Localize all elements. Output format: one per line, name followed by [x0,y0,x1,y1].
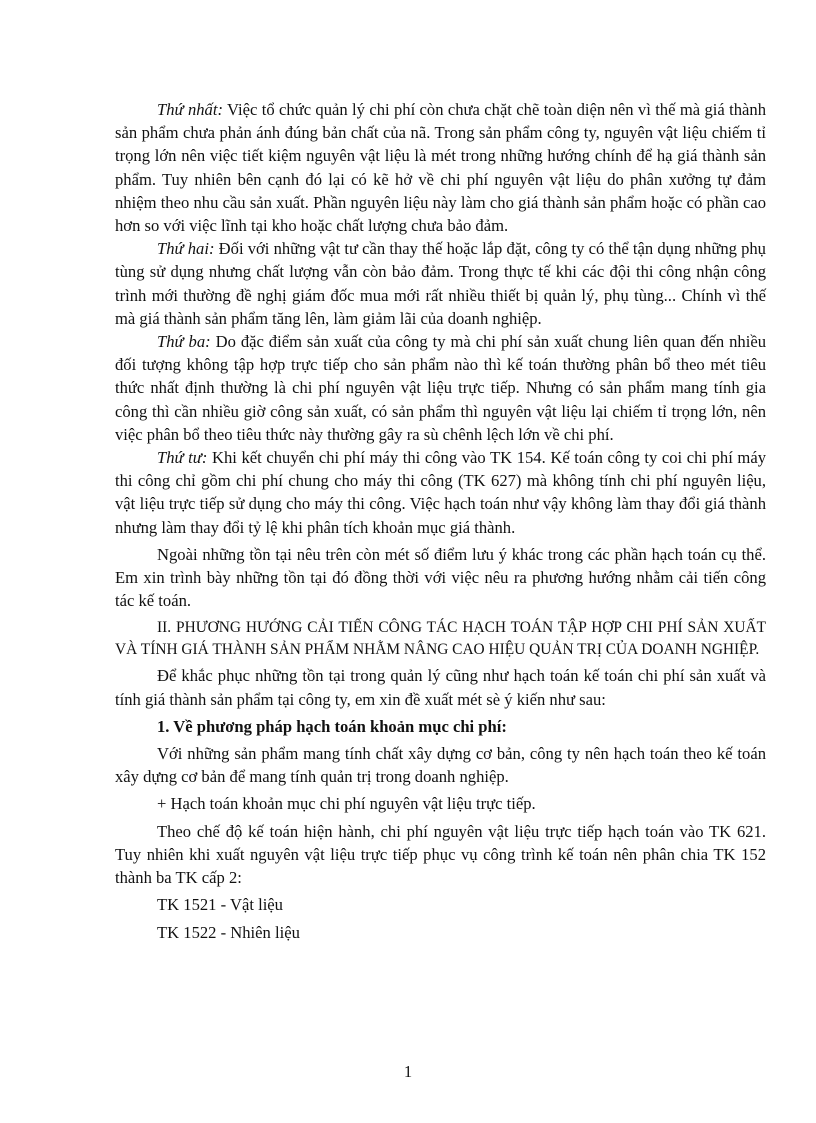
paragraph-thu-tu [115,446,766,539]
page-number: 1 [403,1062,413,1081]
paragraph-lead: Thứ ba: [157,332,211,352]
account-line-1521: TK 1521 - Vật liệu [157,895,283,915]
paragraph-lead: Thứ hai: [157,239,215,259]
paragraph-voi-nhung: Với những sản phẩm mang tính chất xây dựng cơ bản, công ty nên hạch toán theo kế toán xây dựng cơ bản để mang tính quản trị trong doanh nghiệp. [115,744,766,787]
paragraph-lead: Thứ nhất: [157,100,223,119]
paragraph-ngoai-nhung: Ngoài những tồn tại nêu trên còn mét số điểm lưu ý khác trong các phần hạch toán cụ thể. Em xin trình bày những tồn tại đó đồng thời với việc nêu ra phương hướng nhằm cải tiến công tác kế toán. [115,544,766,611]
subheading-phuong-phap: 1. Về phương pháp hạch toán khoản mục chi phí: [157,716,507,736]
paragraph-body: Việc tổ chức quản lý chi phí còn chưa chặt chẽ toàn diện nên vì thế mà giá thành sản phẩm chưa phản ánh đúng bản chất của nã. Trong sản phẩm công ty, nguyên vật liệu chiếm tỉ trọng lớn nên việc tiết kiệm nguyên vật liệu là mét trong những hướng chính để hạ giá thành sản phẩm. Tuy nhiên bên cạnh đó lại có kẽ hở về chi phí nguyên vật liệu do phân xưởng tự đảm nhiệm theo nhu cầu sản xuất. Phần nguyên liệu này làm cho giá thành sản phẩm hoặc có phần cao hơn so với việc lĩnh tại kho hoặc chất lượng chưa bảo đảm. [115,100,766,236]
paragraph-thu-ba [115,330,766,446]
account-line-1522: TK 1522 - Nhiên liệu [157,922,300,942]
paragraph-thu-nhat [115,98,766,237]
paragraph-body: Do đặc điểm sản xuất của công ty mà chi phí sản xuất chung liên quan đến nhiều đối tượng không tập hợp trực tiếp cho sản phẩm nào thì kế toán thường phân bổ theo mét tiêu thức nhất định thường là chi phí nguyên vật liệu trực tiếp. Nhưng có sản phẩm mang tính gia công thì cần nhiều giờ công sản xuất, có sản phẩm thì nguyên vật liệu lại chiếm tỉ trọng lớn, nên việc phân bổ theo tiêu thức này thường gây ra sù chênh lệch lớn về chi phí. [115,332,766,444]
paragraph-thu-hai [115,237,766,330]
paragraph-lead: Thứ tư: [157,448,208,468]
section-heading-ii: II. PHƯƠNG HƯỚNG CẢI TIẾN CÔNG TÁC HẠCH TOÁN TẬP HỢP CHI PHÍ SẢN XUẤT VÀ TÍNH GIÁ THÀNH SẢN PHẨM NHẰM NÂNG CAO HIỆU QUẢN TRỊ CỦA DOANH NGHIỆP. [115,619,766,658]
paragraph-de-khac-phuc: Để khắc phục những tồn tại trong quản lý cũng như hạch toán kế toán chi phí sản xuất và tính giá thành sản phẩm tại công ty, em xin đề xuất mét sè ý kiến như sau: [115,666,766,709]
paragraph-body: Khi kết chuyển chi phí máy thi công vào TK 154. Kế toán công ty coi chi phí máy thi công chỉ gồm chi phí chung cho máy thi công (TK 627) mà không tính chi phí nguyên liệu, vật liệu trực tiếp sử dụng cho máy thi công. Việc hạch toán như vậy không làm thay đổi giá thành nhưng làm thay đổi tỷ lệ khi phân tích khoản mục giá thành. [115,448,766,537]
paragraph-body: Đối với những vật tư cần thay thế hoặc lắp đặt, công ty có thể tận dụng những phụ tùng sử dụng nhưng chất lượng vẫn còn bảo đảm. Trong thực tế khi các đội thi công nhận công trình mới thường đề nghị giám đốc mua mới rất nhiều thiết bị quản lý, phụ tùng... Chính vì thế mà giá thành sản phẩm tăng lên, làm giảm lãi của doanh nghiệp. [115,239,766,328]
paragraph-hach-toan-khoan-muc: + Hạch toán khoản mục chi phí nguyên vật liệu trực tiếp. [157,794,536,814]
paragraph-theo-che-do: Theo chế độ kế toán hiện hành, chi phí nguyên vật liệu trực tiếp hạch toán vào TK 621. Tuy nhiên khi xuất nguyên vật liệu trực tiếp phục vụ công trình kế toán nên phân chia TK 152 thành ba TK cấp 2: [115,821,766,888]
page-content [115,98,766,944]
